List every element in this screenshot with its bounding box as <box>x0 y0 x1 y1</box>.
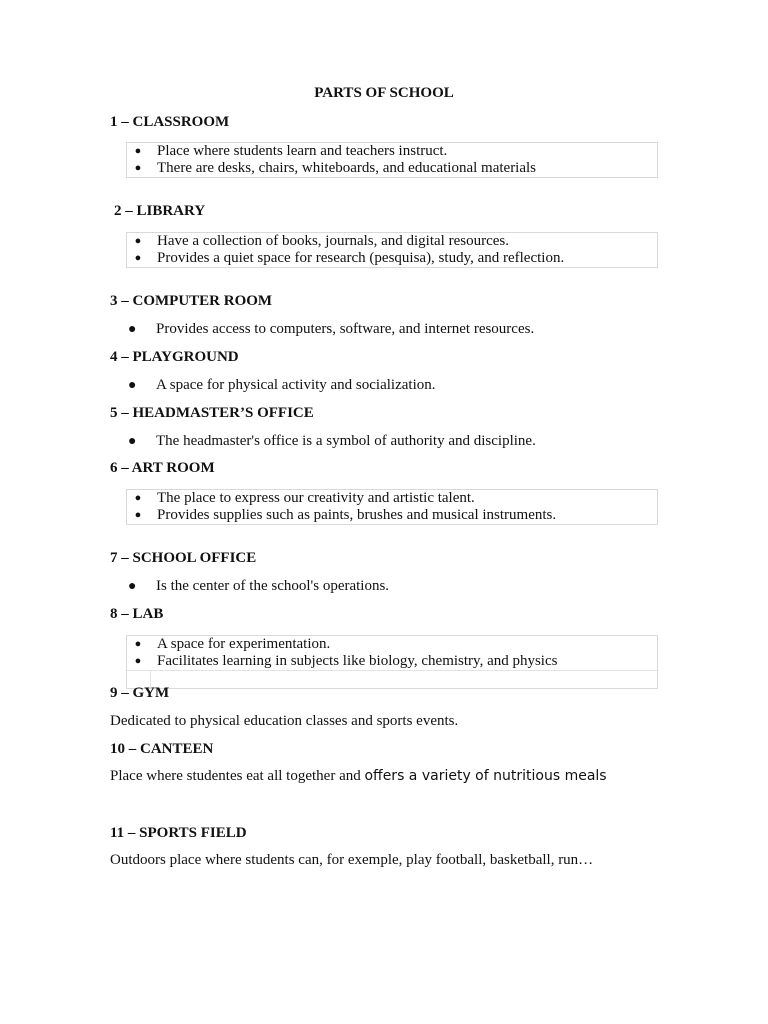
bullet-icon: ● <box>134 492 142 504</box>
bullet-icon: ● <box>134 145 142 157</box>
list-item: ● Have a collection of books, journals, and digital resources. <box>134 233 509 249</box>
section-heading-playground: 4 – PLAYGROUND <box>110 349 239 365</box>
section-heading-headmaster: 5 – HEADMASTER’S OFFICE <box>110 405 314 421</box>
art-room-list <box>126 489 658 525</box>
list-item: ● There are desks, chairs, whiteboards, and educational materials <box>134 160 537 176</box>
bullet-icon: ● <box>134 509 142 521</box>
section-heading-sports-field: 11 – SPORTS FIELD <box>110 825 247 841</box>
bullet-icon: ● <box>128 378 137 393</box>
bullet-icon: ● <box>134 235 142 247</box>
bullet-icon: ● <box>134 162 142 174</box>
section-heading-library: 2 – LIBRARY <box>114 203 206 219</box>
section-heading-canteen: 10 – CANTEEN <box>110 741 214 757</box>
list-item: ● Facilitates learning in subjects like biology, chemistry, and physics <box>134 653 558 669</box>
list-item: ● Is the center of the school's operations. <box>128 578 390 594</box>
canteen-description: Place where studentes eat all together and offers a variety of nutritious meals <box>110 768 607 784</box>
bullet-icon: ● <box>128 434 137 449</box>
bullet-icon: ● <box>134 252 142 264</box>
section-heading-classroom: 1 – CLASSROOM <box>110 114 230 130</box>
library-list <box>126 232 658 268</box>
list-item: ● The place to express our creativity and artistic talent. <box>134 490 475 506</box>
gym-description: Dedicated to physical education classes and sports events. <box>110 713 459 729</box>
list-item: ● A space for experimentation. <box>134 636 331 652</box>
bullet-icon: ● <box>128 579 137 594</box>
list-item: ● A space for physical activity and socialization. <box>128 377 436 393</box>
page-title: PARTS OF SCHOOL <box>314 85 454 101</box>
list-item: ● Provides a quiet space for research (pesquisa), study, and reflection. <box>134 250 565 266</box>
section-heading-lab: 8 – LAB <box>110 606 164 622</box>
list-item: ● Provides supplies such as paints, brushes and musical instruments. <box>134 507 557 523</box>
sports-field-description: Outdoors place where students can, for exemple, play football, basketball, run… <box>110 852 594 868</box>
classroom-list <box>126 142 658 178</box>
list-item: ● Place where students learn and teachers instruct. <box>134 143 448 159</box>
bullet-icon: ● <box>128 322 137 337</box>
bullet-icon: ● <box>134 655 142 667</box>
section-heading-art-room: 6 – ART ROOM <box>110 460 215 476</box>
section-heading-school-office: 7 – SCHOOL OFFICE <box>110 550 257 566</box>
bullet-icon: ● <box>134 638 142 650</box>
section-heading-gym: 9 – GYM <box>110 685 170 701</box>
list-item: ● Provides access to computers, software, and internet resources. <box>128 321 535 337</box>
list-item: ● The headmaster's office is a symbol of authority and discipline. <box>128 433 536 449</box>
empty-table-row <box>127 670 657 688</box>
section-heading-computer-room: 3 – COMPUTER ROOM <box>110 293 273 309</box>
lab-list <box>126 635 658 689</box>
